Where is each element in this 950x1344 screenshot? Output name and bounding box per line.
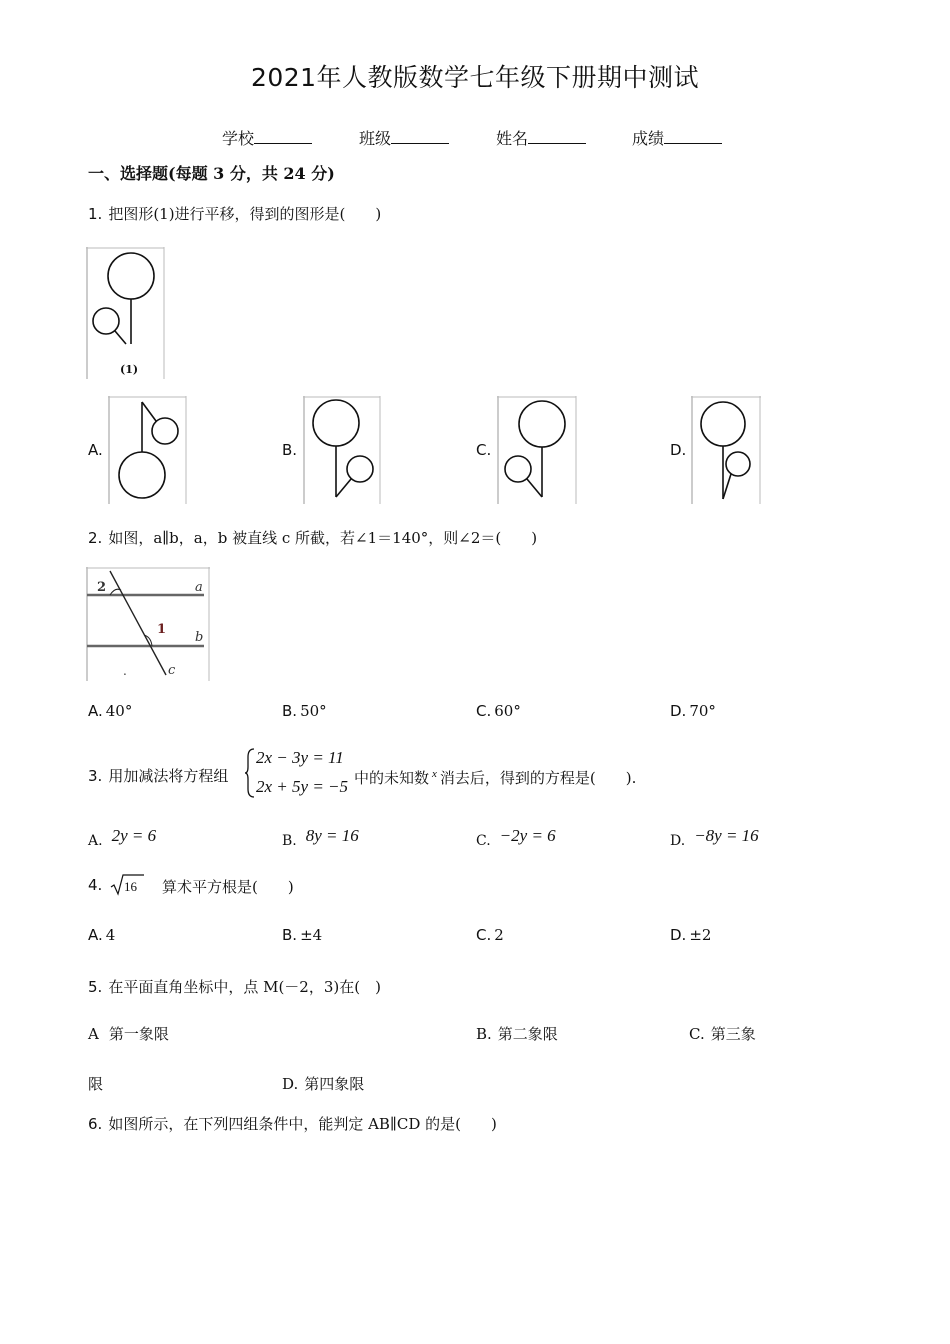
stray-dot: . — [123, 664, 127, 678]
name-field — [496, 126, 586, 149]
option-label: C. — [476, 441, 492, 459]
score-field — [632, 126, 722, 149]
equation-brace — [244, 747, 256, 799]
angle-2-label: 2 — [97, 580, 107, 595]
q1-figure-original — [86, 247, 166, 381]
question-number: 6. — [88, 1115, 103, 1133]
option-value: ±2 — [689, 926, 712, 944]
option-label: D. — [282, 1075, 299, 1093]
equation-2: 2x + 5y = −5 — [256, 777, 349, 796]
class-field — [359, 126, 449, 149]
name-blank — [528, 129, 586, 144]
question-text-post: 消去后，得到的方程是( ). — [439, 769, 637, 787]
question-text-mid: 中的未知数 — [354, 769, 430, 787]
option-label: B. — [282, 833, 297, 849]
option-label: A. — [88, 441, 103, 459]
option-value: 2 — [494, 926, 504, 944]
option-value: 40° — [105, 702, 133, 720]
question-text-pre: 用加减法将方程组 — [108, 767, 229, 785]
option-label: C. — [689, 1025, 705, 1043]
q3-option-c[interactable] — [476, 826, 556, 849]
question-number: 2. — [88, 529, 103, 547]
option-label: B. — [282, 702, 298, 720]
question-text: 在平面直角坐标中，点 M(－2，3)在( ) — [108, 978, 381, 996]
option-label: A. — [88, 833, 103, 849]
angle-1-label: 1 — [157, 622, 167, 637]
school-blank — [254, 129, 312, 144]
option-label: C. — [476, 833, 491, 849]
q1-figure-b[interactable] — [303, 396, 383, 506]
option-value: 第四象限 — [304, 1075, 365, 1093]
q2-option-b[interactable] — [282, 702, 327, 720]
q5-option-a[interactable] — [88, 1023, 169, 1044]
class-blank — [391, 129, 449, 144]
q3-option-d[interactable] — [670, 826, 759, 849]
option-value: 第一象限 — [108, 1025, 169, 1043]
question-number: 4. — [88, 876, 103, 894]
question-text: 如图，a∥b，a，b 被直线 c 所截，若∠1＝140°，则∠2＝( ) — [108, 529, 538, 547]
question-1 — [88, 203, 381, 224]
q1-option-a[interactable] — [88, 441, 106, 459]
option-value: 4 — [105, 926, 116, 944]
sqrt-symbol — [110, 873, 146, 897]
q3-option-b[interactable] — [282, 826, 359, 849]
option-value: ±4 — [300, 926, 323, 944]
question-5 — [88, 976, 381, 997]
option-value: 8y = 16 — [305, 826, 359, 845]
class-label: 班级 — [359, 129, 392, 148]
option-label: B. — [282, 441, 298, 459]
q5-option-c[interactable] — [689, 1023, 756, 1044]
question-number: 3. — [88, 767, 103, 785]
question-4 — [88, 876, 108, 894]
q2-option-d[interactable] — [670, 702, 716, 720]
q4-option-c[interactable] — [476, 926, 504, 944]
option-label: A. — [88, 702, 103, 720]
question-6 — [88, 1113, 497, 1134]
option-value: 70° — [689, 702, 716, 720]
option-label: A. — [88, 926, 103, 944]
school-field — [222, 126, 312, 149]
score-blank — [664, 129, 722, 144]
q4-option-d[interactable] — [670, 926, 711, 944]
option-value: 第二象限 — [497, 1025, 558, 1043]
option-label: B. — [282, 926, 298, 944]
option-value: 60° — [494, 702, 521, 720]
q5-option-c-wrap — [88, 1073, 103, 1094]
option-label: D. — [670, 441, 687, 459]
q2-option-c[interactable] — [476, 702, 521, 720]
q2-option-a[interactable] — [88, 702, 132, 720]
q1-figure-d[interactable] — [691, 396, 763, 506]
variable-x: x — [432, 768, 437, 780]
question-3 — [88, 765, 228, 786]
option-value: 50° — [300, 702, 327, 720]
name-label: 姓名 — [496, 129, 529, 148]
question-number: 1. — [88, 205, 103, 223]
line-b-label: b — [195, 630, 204, 645]
q4-option-b[interactable] — [282, 926, 322, 944]
option-value: −8y = 16 — [694, 826, 759, 845]
option-value: −2y = 6 — [499, 826, 556, 845]
q4-option-a[interactable] — [88, 926, 115, 944]
option-label: A — [88, 1025, 99, 1043]
option-label: D. — [670, 702, 687, 720]
q1-option-c[interactable] — [476, 441, 494, 459]
question-number: 5. — [88, 978, 103, 996]
q1-option-b[interactable] — [282, 441, 300, 459]
question-text: 把图形(1)进行平移，得到的图形是( ) — [108, 205, 382, 223]
question-text: 如图所示，在下列四组条件中，能判定 AB∥CD 的是( ) — [108, 1115, 497, 1133]
q5-option-b[interactable] — [476, 1023, 558, 1044]
q5-option-d[interactable] — [282, 1073, 364, 1094]
line-c-label: c — [168, 663, 176, 678]
q1-figure-label: (1) — [120, 363, 139, 376]
q1-figure-c[interactable] — [497, 396, 579, 506]
equation-1: 2x − 3y = 11 — [256, 748, 344, 767]
question-4-text: 算术平方根是( ) — [162, 878, 294, 896]
page-title: 2021年人教版数学七年级下册期中测试 — [250, 63, 700, 92]
option-value: 限 — [88, 1075, 104, 1093]
q1-figure-a[interactable] — [108, 396, 188, 506]
school-label: 学校 — [222, 129, 255, 148]
question-3-tail — [354, 767, 636, 788]
option-label: C. — [476, 926, 492, 944]
q1-option-d[interactable] — [670, 441, 689, 459]
option-value: 第三象 — [710, 1025, 756, 1043]
radicand: 16 — [124, 879, 137, 894]
q3-option-a[interactable] — [88, 826, 157, 849]
q2-figure — [86, 567, 212, 683]
question-2 — [88, 527, 537, 548]
option-value: 2y = 6 — [111, 826, 157, 845]
option-label: B. — [476, 1025, 492, 1043]
option-label: C. — [476, 702, 492, 720]
score-label: 成绩 — [632, 129, 665, 148]
option-label: D. — [670, 926, 687, 944]
option-label: D. — [670, 833, 686, 849]
line-a-label: a — [195, 580, 203, 595]
section-heading: 一、选择题(每题 3 分，共 24 分) — [88, 164, 335, 183]
